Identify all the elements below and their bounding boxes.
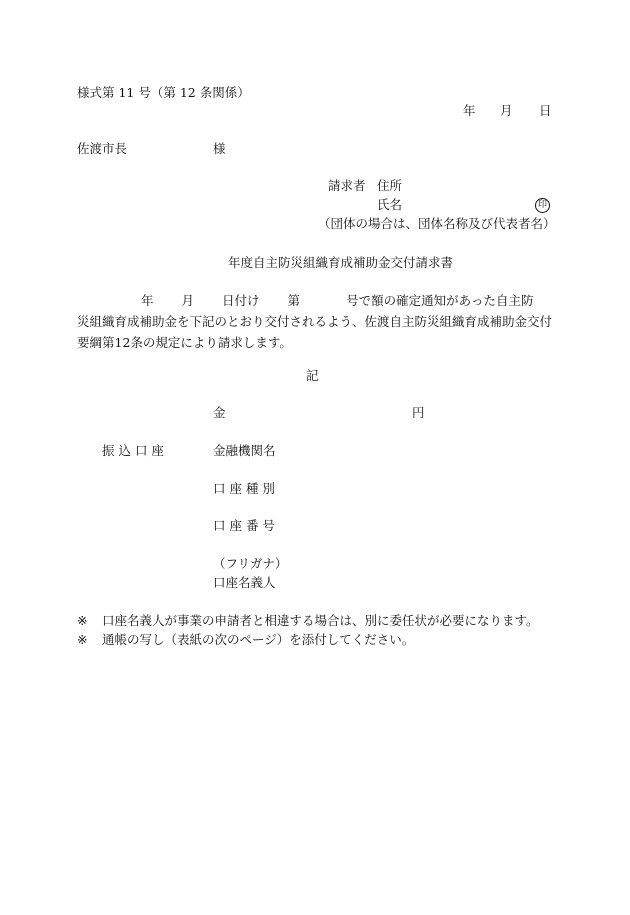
body-line-1 (77, 290, 557, 311)
account-number-label: 口 座 番 号 (213, 518, 275, 533)
note-mark-1: ※ (77, 613, 88, 628)
body-paragraph (77, 290, 557, 353)
date-year: 年 (463, 103, 476, 118)
body-number-prefix: 第 (287, 293, 301, 308)
seal-circle-icon: 印 (535, 198, 550, 213)
account-holder-label: 口座名義人 (213, 575, 276, 590)
amount-label: 金 (213, 405, 226, 420)
bank-name-label: 金融機関名 (213, 443, 276, 458)
ki-heading: 記 (306, 368, 319, 383)
document-title: 年度自主防災組織育成補助金交付請求書 (228, 255, 454, 270)
requester-address-label: 住所 (377, 178, 403, 193)
note-mark-2: ※ (77, 632, 88, 647)
body-date-suffix: 日付け (222, 293, 260, 308)
date-day: 日 (539, 103, 552, 118)
body-line-3: 要綱第12条の規定により請求します。 (77, 335, 292, 350)
body-month: 月 (181, 293, 195, 308)
requester-label: 請求者 (328, 178, 366, 193)
account-type-label: 口 座 種 別 (213, 481, 275, 496)
body-year: 年 (141, 293, 154, 308)
body-line-1-rest: 号で額の確定通知があった自主防 (346, 293, 534, 308)
addressee-name: 佐渡市長 (77, 141, 128, 156)
amount-unit: 円 (412, 405, 425, 420)
transfer-account-label: 振 込 口 座 (102, 443, 164, 458)
requester-name-label: 氏名 (377, 197, 403, 212)
form-number: 様式第 11 号（第 12 条関係） (77, 85, 250, 100)
note-text-2: 通帳の写し（表紙の次のページ）を添付してください。 (102, 632, 415, 647)
group-note: （団体の場合は、団体名称及び代表者名） (318, 216, 556, 231)
seal-mark (535, 197, 550, 213)
addressee-honorific: 様 (213, 141, 226, 156)
date-month: 月 (500, 103, 513, 118)
body-line-2: 災組織育成補助金を下記のとおり交付されるよう、佐渡自主防災組織育成補助金交付 (77, 314, 553, 329)
furigana-label: （フリガナ） (213, 556, 288, 571)
note-text-1: 口座名義人が事業の申請者と相違する場合は、別に委任状が必要になります。 (102, 613, 539, 628)
